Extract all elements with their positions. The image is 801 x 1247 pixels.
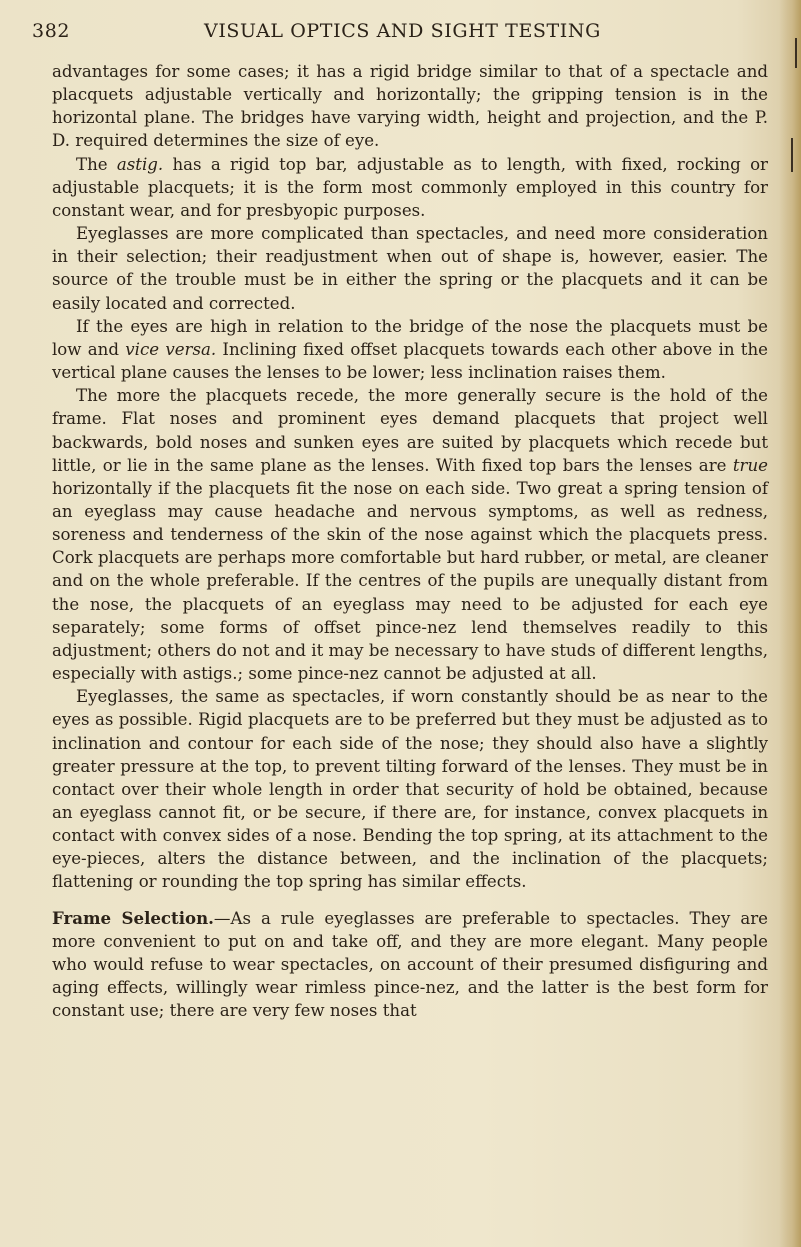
page-header — [32, 20, 762, 50]
page-edge — [779, 0, 801, 1247]
paragraph: Eyeglasses are more complicated than spectacles, and need more consideration in their selection; their readjustment when out of shape is, however, easier. The source of the trouble must be in either the spring or the placquets and it can be easily located and corrected. — [52, 224, 768, 313]
section-heading: Frame Selection. — [52, 907, 214, 928]
body-text — [52, 60, 768, 1022]
paragraph: The more the placquets recede, the more generally secure is the hold of the frame. Flat noses and prominent eyes demand placquets that project well backwards, bold noses and sunken eyes are suited by placquets which recede but little, or lie in the same plane as the lenses. With fixed top bars the lenses are true horizontally if the placquets fit the nose on each side. Two great a spring tension of an eyeglass may cause headache and nervous symptoms, as well as redness, soreness and tenderness of the skin of the nose against which the placquets press. Cork placquets are perhaps more comfortable but hard rubber, or metal, are cleaner and on the whole preferable. If the centres of the pupils are unequally distant from the nose, the placquets of an eyeglass may need to be adjusted for each eye separately; some forms of offset pince-nez lend themselves readily to this adjustment; others do not and it may be necessary to have studs of different lengths, especially with astigs.; some pince-nez cannot be adjusted at all. — [52, 386, 768, 684]
margin-mark — [795, 38, 797, 68]
paragraph: If the eyes are high in relation to the bridge of the nose the placquets must be low and vice versa. Inclining fixed offset placquets towards each other above in the vertical plane causes the lenses to be lower; less inclination raises them. — [52, 316, 768, 383]
running-title: VISUAL OPTICS AND SIGHT TESTING — [204, 20, 601, 42]
paragraph: advantages for some cases; it has a rigid bridge similar to that of a spectacle and placquets adjustable vertically and horizontally; the gripping tension is in the horizontal plane. The bridges have varying width, height and projection, and the P. D. required determines the size of eye. — [52, 62, 768, 151]
page-number: 382 — [32, 20, 71, 42]
section-frame-selection: Frame Selection.—As a rule eyeglasses are preferable to spectacles. They are more convenient to put on and take off, and they are more elegant. Many people who would refuse to wear spectacles, on account of their presumed disfiguring and aging effects, willingly wear rimless pince-nez, and the latter is the best form for constant use; there are very few noses that — [52, 907, 769, 1021]
paragraph: Eyeglasses, the same as spectacles, if worn constantly should be as near to the eyes as possible. Rigid placquets are to be preferred but they must be adjusted as to inclination and contour for each side of the nose; they should also have a slightly greater pressure at the top, to prevent tilting forward of the lenses. They must be in contact over their whole length in order that security of hold be obtained, because an eyeglass cannot fit, or be secure, if there are, for instance, convex placquets in contact with convex sides of a nose. Bending the top spring, at its attachment to the eye-pieces, alters the distance between, and the inclination of the placquets; flattening or rounding the top spring has similar effects. — [52, 687, 768, 892]
paragraph: The astig. has a rigid top bar, adjustable as to length, with fixed, rocking or adjustable placquets; it is the form most commonly employed in this country for constant wear, and for presbyopic purposes. — [52, 154, 768, 220]
margin-mark — [791, 138, 793, 172]
